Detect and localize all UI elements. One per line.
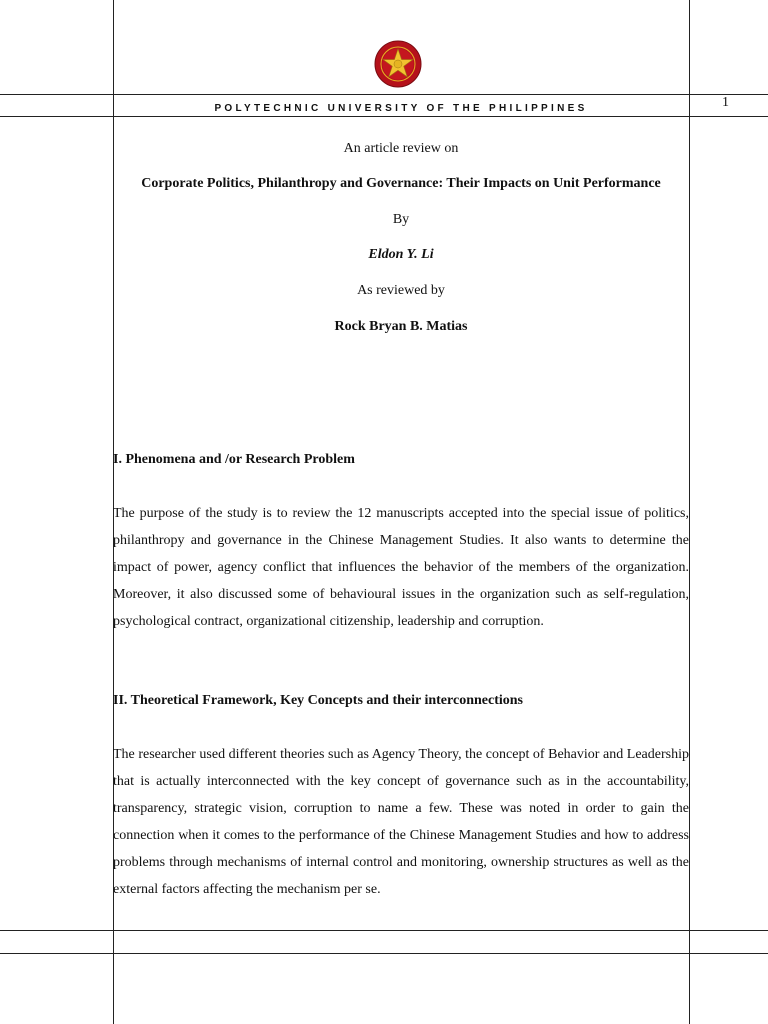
university-name: POLYTECHNIC UNIVERSITY OF THE PHILIPPINES: [214, 103, 588, 114]
article-title: Corporate Politics, Philanthropy and Governance: Their Impacts on Unit Performance: [141, 176, 661, 191]
footer-top-line: [0, 930, 768, 931]
university-seal-icon: [374, 40, 422, 88]
footer-bottom-line: [0, 953, 768, 954]
page-number: 1: [722, 95, 729, 110]
section-heading: II. Theoretical Framework, Key Concepts and their interconnections: [113, 693, 523, 708]
section-heading: I. Phenomena and /or Research Problem: [113, 452, 355, 467]
reviewer-name: Rock Bryan B. Matias: [334, 319, 468, 334]
review-intro: An article review on: [343, 141, 459, 156]
author-name: Eldon Y. Li: [368, 247, 434, 262]
header-bottom-line: [0, 116, 768, 117]
section-paragraph: The purpose of the study is to review the 12 manuscripts accepted into the special issue of politics, philanthropy and governance in the Chinese Management Studies. It also wants to determine the impact of power, agency conflict that influences the behavior of the members of the organization. Moreover, it also discussed some of behavioural issues in the organization such as self-regulation, psychological contract, organizational citizenship, leadership and corruption.: [113, 506, 689, 629]
section-paragraph: The researcher used different theories such as Agency Theory, the concept of Behavior and Leadership that is actually interconnected with the key concept of governance such as in the accountability, transparency, strategic vision, corruption to name a few. These was noted in order to gain the connection when it comes to the performance of the Chinese Management Studies and how to address problems through mechanisms of internal control and monitoring, ownership structures as well as the external factors affecting the mechanism per se.: [113, 747, 689, 897]
reviewed-by-label: As reviewed by: [357, 283, 445, 298]
by-label: By: [392, 212, 410, 227]
header-top-line: [0, 94, 768, 95]
right-margin-line: [689, 0, 690, 1024]
